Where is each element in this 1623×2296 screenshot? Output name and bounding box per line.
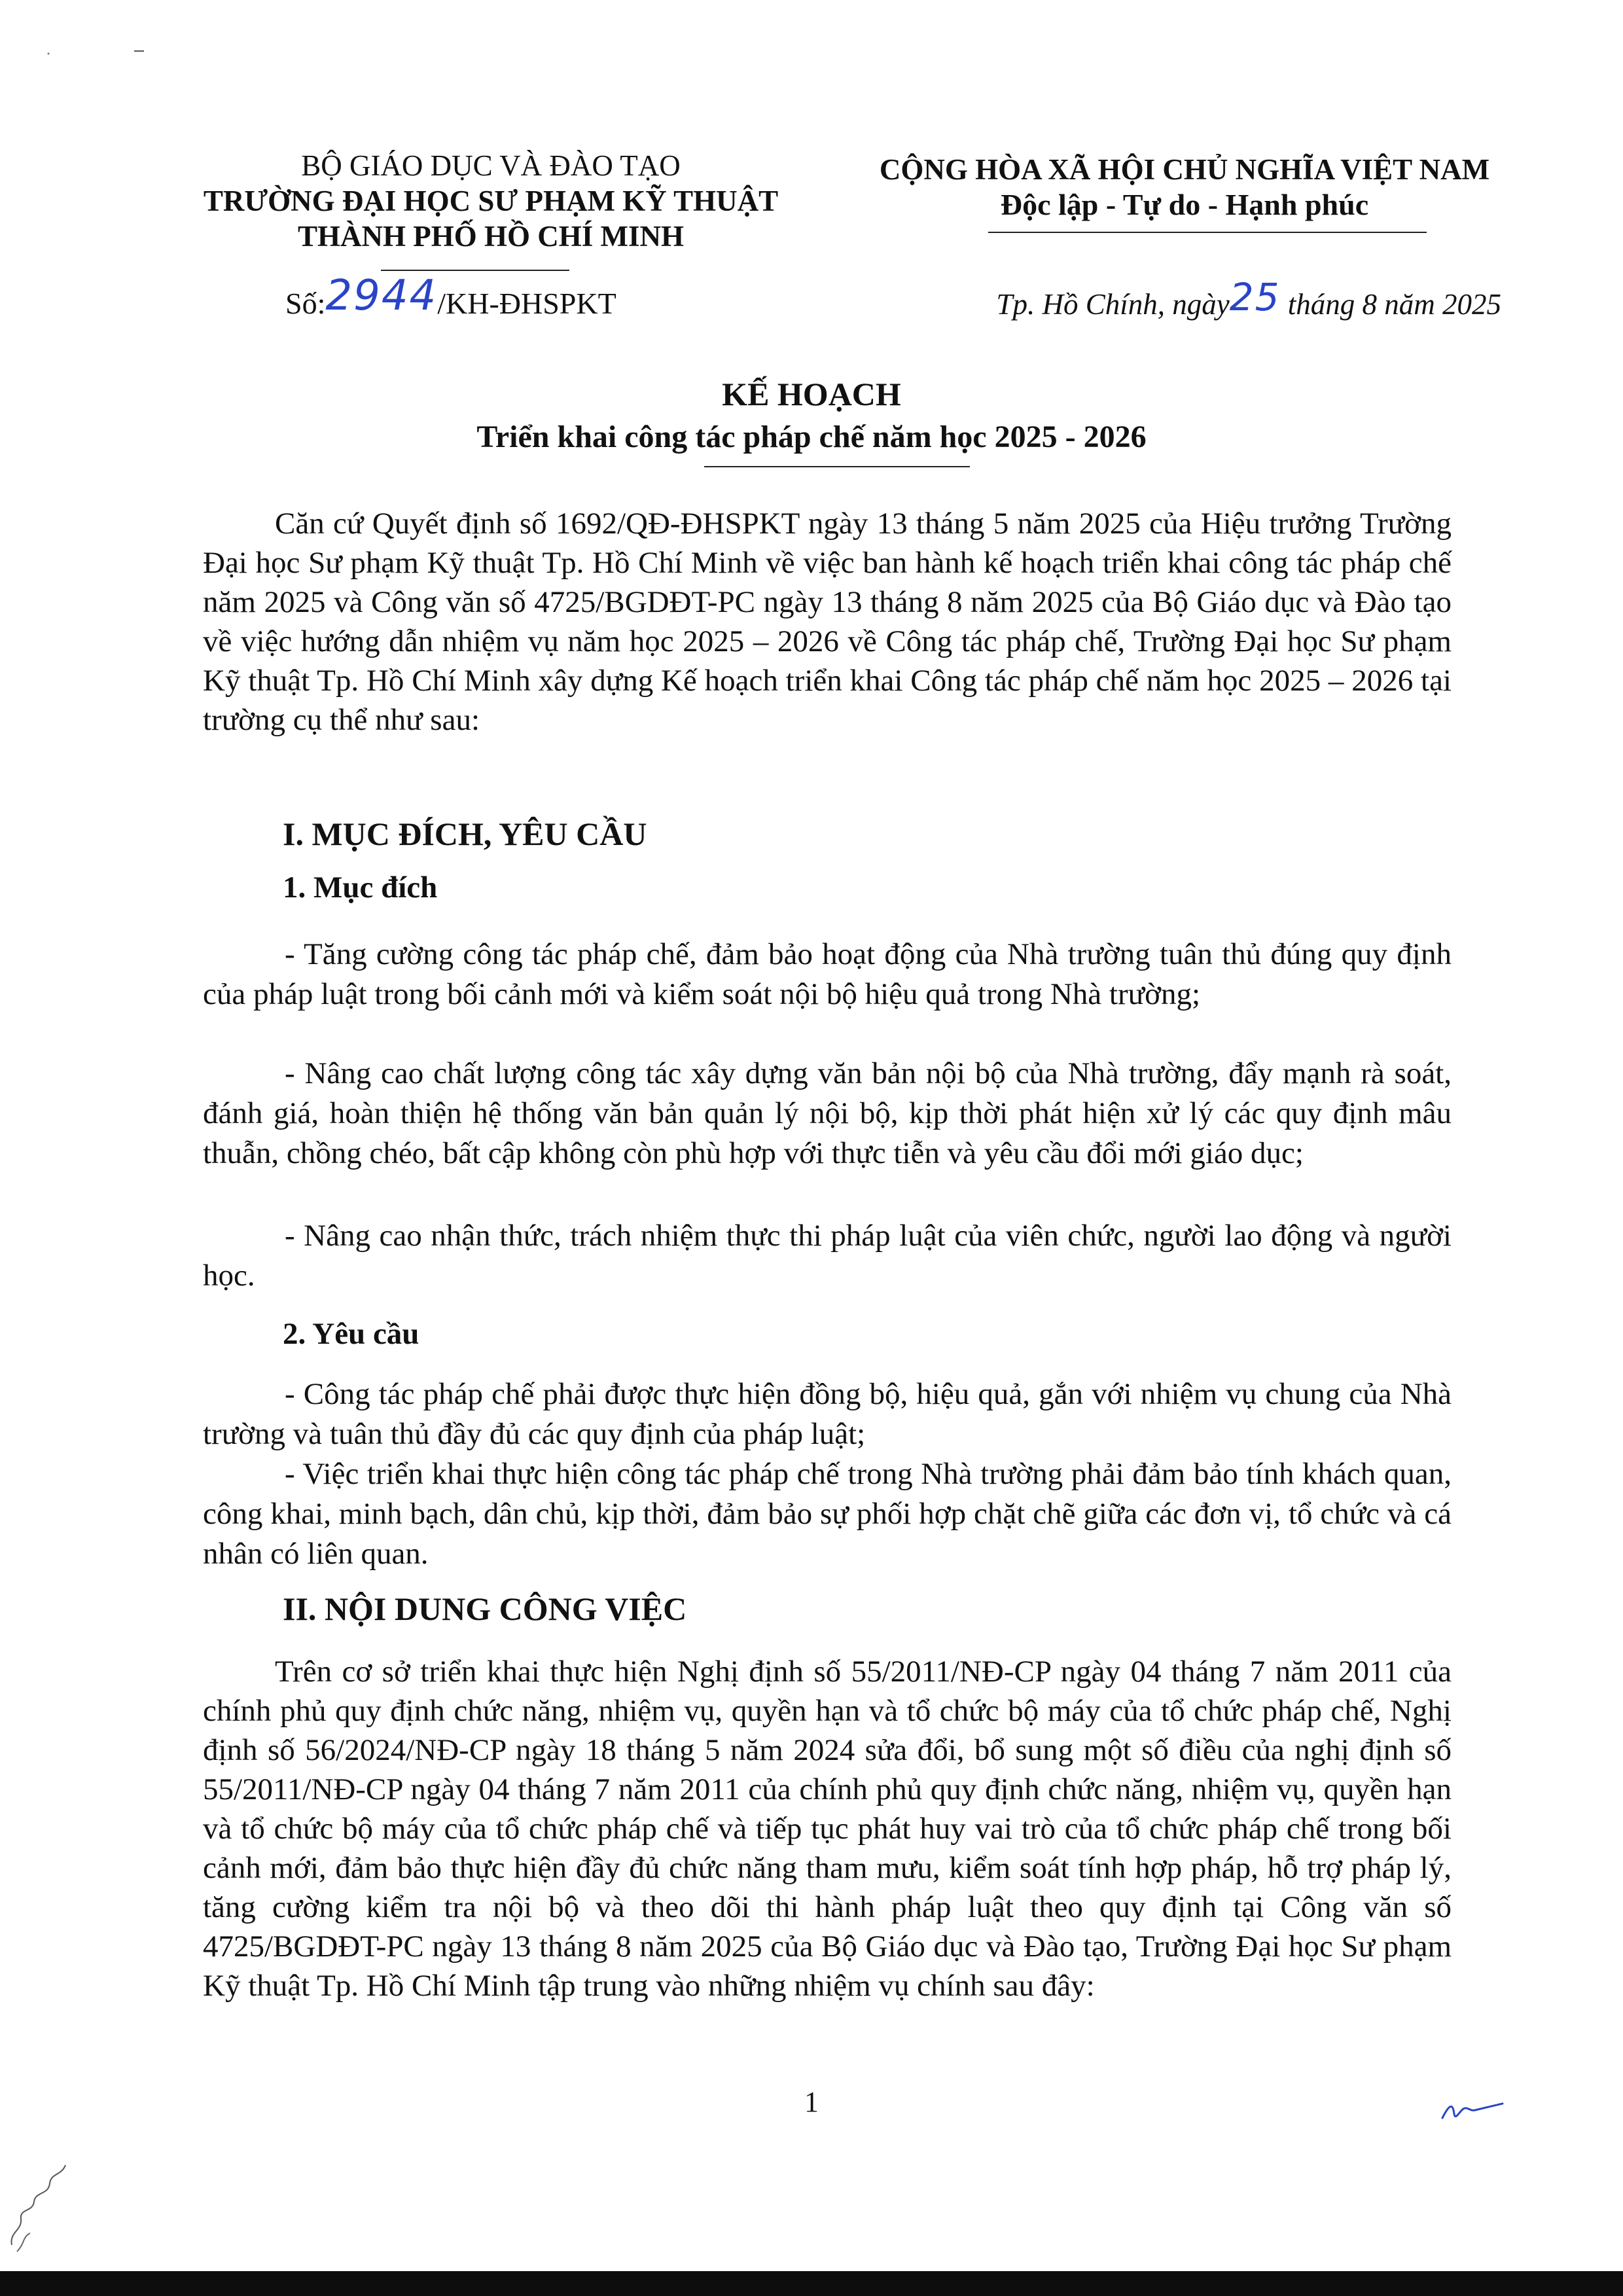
- motto-underline: [988, 232, 1427, 233]
- page-number: 1: [804, 2086, 819, 2118]
- ministry-name: BỘ GIÁO DỤC VÀ ĐÀO TẠO: [301, 149, 681, 182]
- issuer-underline: [381, 270, 569, 271]
- scan-border: [0, 2271, 1623, 2296]
- issuer-block: [170, 148, 812, 254]
- issue-date: [996, 275, 1501, 323]
- intro-paragraph: Căn cứ Quyết định số 1692/QĐ-ĐHSPKT ngày 13 tháng 5 năm 2025 của Hiệu trưởng Trường Đại học Sư phạm Kỹ thuật Tp. Hồ Chí Minh về việc ban hành kế hoạch triển khai công tác pháp chế năm 2025 và Công văn số 4725/BGDĐT-PC ngày 13 tháng 8 năm 2025 của Bộ Giáo dục và Đào tạo về việc hướng dẫn nhiệm vụ năm học 2025 – 2026 về Công tác pháp chế, Trường Đại học Sư phạm Kỹ thuật Tp. Hồ Chí Minh xây dựng Kế hoạch triển khai Công tác pháp chế năm học 2025 – 2026 tại trường cụ thể như sau:: [203, 507, 1452, 737]
- document-reference: [285, 272, 616, 322]
- section2-paragraph: Trên cơ sở triển khai thực hiện Nghị định số 55/2011/NĐ-CP ngày 04 tháng 7 năm 2011 của chính phủ quy định chức năng, nhiệm vụ, quyền hạn và tổ chức bộ máy của tổ chức pháp chế, Nghị định số 56/2024/NĐ-CP ngày 18 tháng 5 năm 2024 sửa đổi, bổ sung một số điều của nghị định số 55/2011/NĐ-CP ngày 04 tháng 7 năm 2011 của chính phủ quy định chức năng, nhiệm vụ, quyền hạn và tổ chức bộ máy của tổ chức pháp chế và tiếp tục phát huy vai trò của tổ chức pháp chế trong bối cảnh mới, đảm bảo thực hiện đầy đủ chức năng tham mưu, kiểm soát tính hợp pháp, hỗ trợ pháp lý, tăng cường kiểm tra nội bộ và theo dõi thi hành pháp luật theo quy định tại Công văn số 4725/BGDĐT-PC ngày 13 tháng 8 năm 2025 của Bộ Giáo dục và Đào tạo, Trường Đại học Sư phạm Kỹ thuật Tp. Hồ Chí Minh tập trung vào những nhiệm vụ chính sau đây:: [203, 1655, 1452, 2003]
- handwritten-initials: [1437, 2092, 1516, 2131]
- requirement-item-1: - Công tác pháp chế phải được thực hiện đồng bộ, hiệu quả, gắn với nhiệm vụ chung của Nhà trường và tuân thủ đầy đủ các quy định của pháp luật;: [203, 1377, 1452, 1451]
- section1-sub1-heading: 1. Mục đích: [283, 870, 438, 905]
- document-title: KẾ HOẠCH: [722, 376, 901, 412]
- document-subtitle: Triển khai công tác pháp chế năm học 2025 - 2026: [476, 420, 1147, 454]
- country-name: CỘNG HÒA XÃ HỘI CHỦ NGHĨA VIỆT NAM: [879, 153, 1490, 186]
- school-name-line2: THÀNH PHỐ HỒ CHÍ MINH: [297, 220, 684, 253]
- handwritten-reference-number: 2944: [325, 272, 438, 320]
- reference-prefix: Số:: [285, 287, 326, 320]
- section2-heading: II. NỘI DUNG CÔNG VIỆC: [283, 1590, 687, 1627]
- date-suffix: tháng 8 năm 2025: [1280, 288, 1501, 321]
- section1-heading: I. MỤC ĐÍCH, YÊU CẦU: [283, 816, 647, 852]
- scan-specks: [39, 26, 157, 131]
- national-heading: [812, 152, 1558, 223]
- school-name-line1: TRƯỜNG ĐẠI HỌC SƯ PHẠM KỸ THUẬT: [203, 185, 779, 217]
- purpose-item-3: - Nâng cao nhận thức, trách nhiệm thực thi pháp luật của viên chức, người lao động và người học.: [203, 1219, 1452, 1293]
- handwritten-day: 25: [1229, 275, 1281, 319]
- purpose-item-2: - Nâng cao chất lượng công tác xây dựng văn bản nội bộ của Nhà trường, đẩy mạnh rà soát, đánh giá, hoàn thiện hệ thống văn bản quản lý nội bộ, kịp thời phát hiện xử lý các quy định mâu thuẫn, chồng chéo, bất cập không còn phù hợp với thực tiễn và yêu cầu đổi mới giáo dục;: [203, 1056, 1452, 1170]
- reference-suffix: /KH-ĐHSPKT: [437, 287, 616, 320]
- purpose-item-1: - Tăng cường công tác pháp chế, đảm bảo hoạt động của Nhà trường tuân thủ đúng quy định của pháp luật trong bối cảnh mới và kiểm soát nội bộ hiệu quả trong Nhà trường;: [203, 937, 1452, 1011]
- section1-sub2-heading: 2. Yêu cầu: [283, 1317, 419, 1351]
- requirement-item-2: - Việc triển khai thực hiện công tác pháp chế trong Nhà trường phải đảm bảo tính khách quan, công khai, minh bạch, dân chủ, kịp thời, đảm bảo sự phối hợp chặt chẽ giữa các đơn vị, tổ chức và cá nhân có liên quan.: [203, 1457, 1452, 1571]
- date-prefix: Tp. Hồ Chính, ngày: [996, 288, 1230, 321]
- subtitle-underline: [704, 466, 970, 467]
- margin-scribble: [3, 2153, 75, 2258]
- national-motto: Độc lập - Tự do - Hạnh phúc: [1000, 188, 1369, 221]
